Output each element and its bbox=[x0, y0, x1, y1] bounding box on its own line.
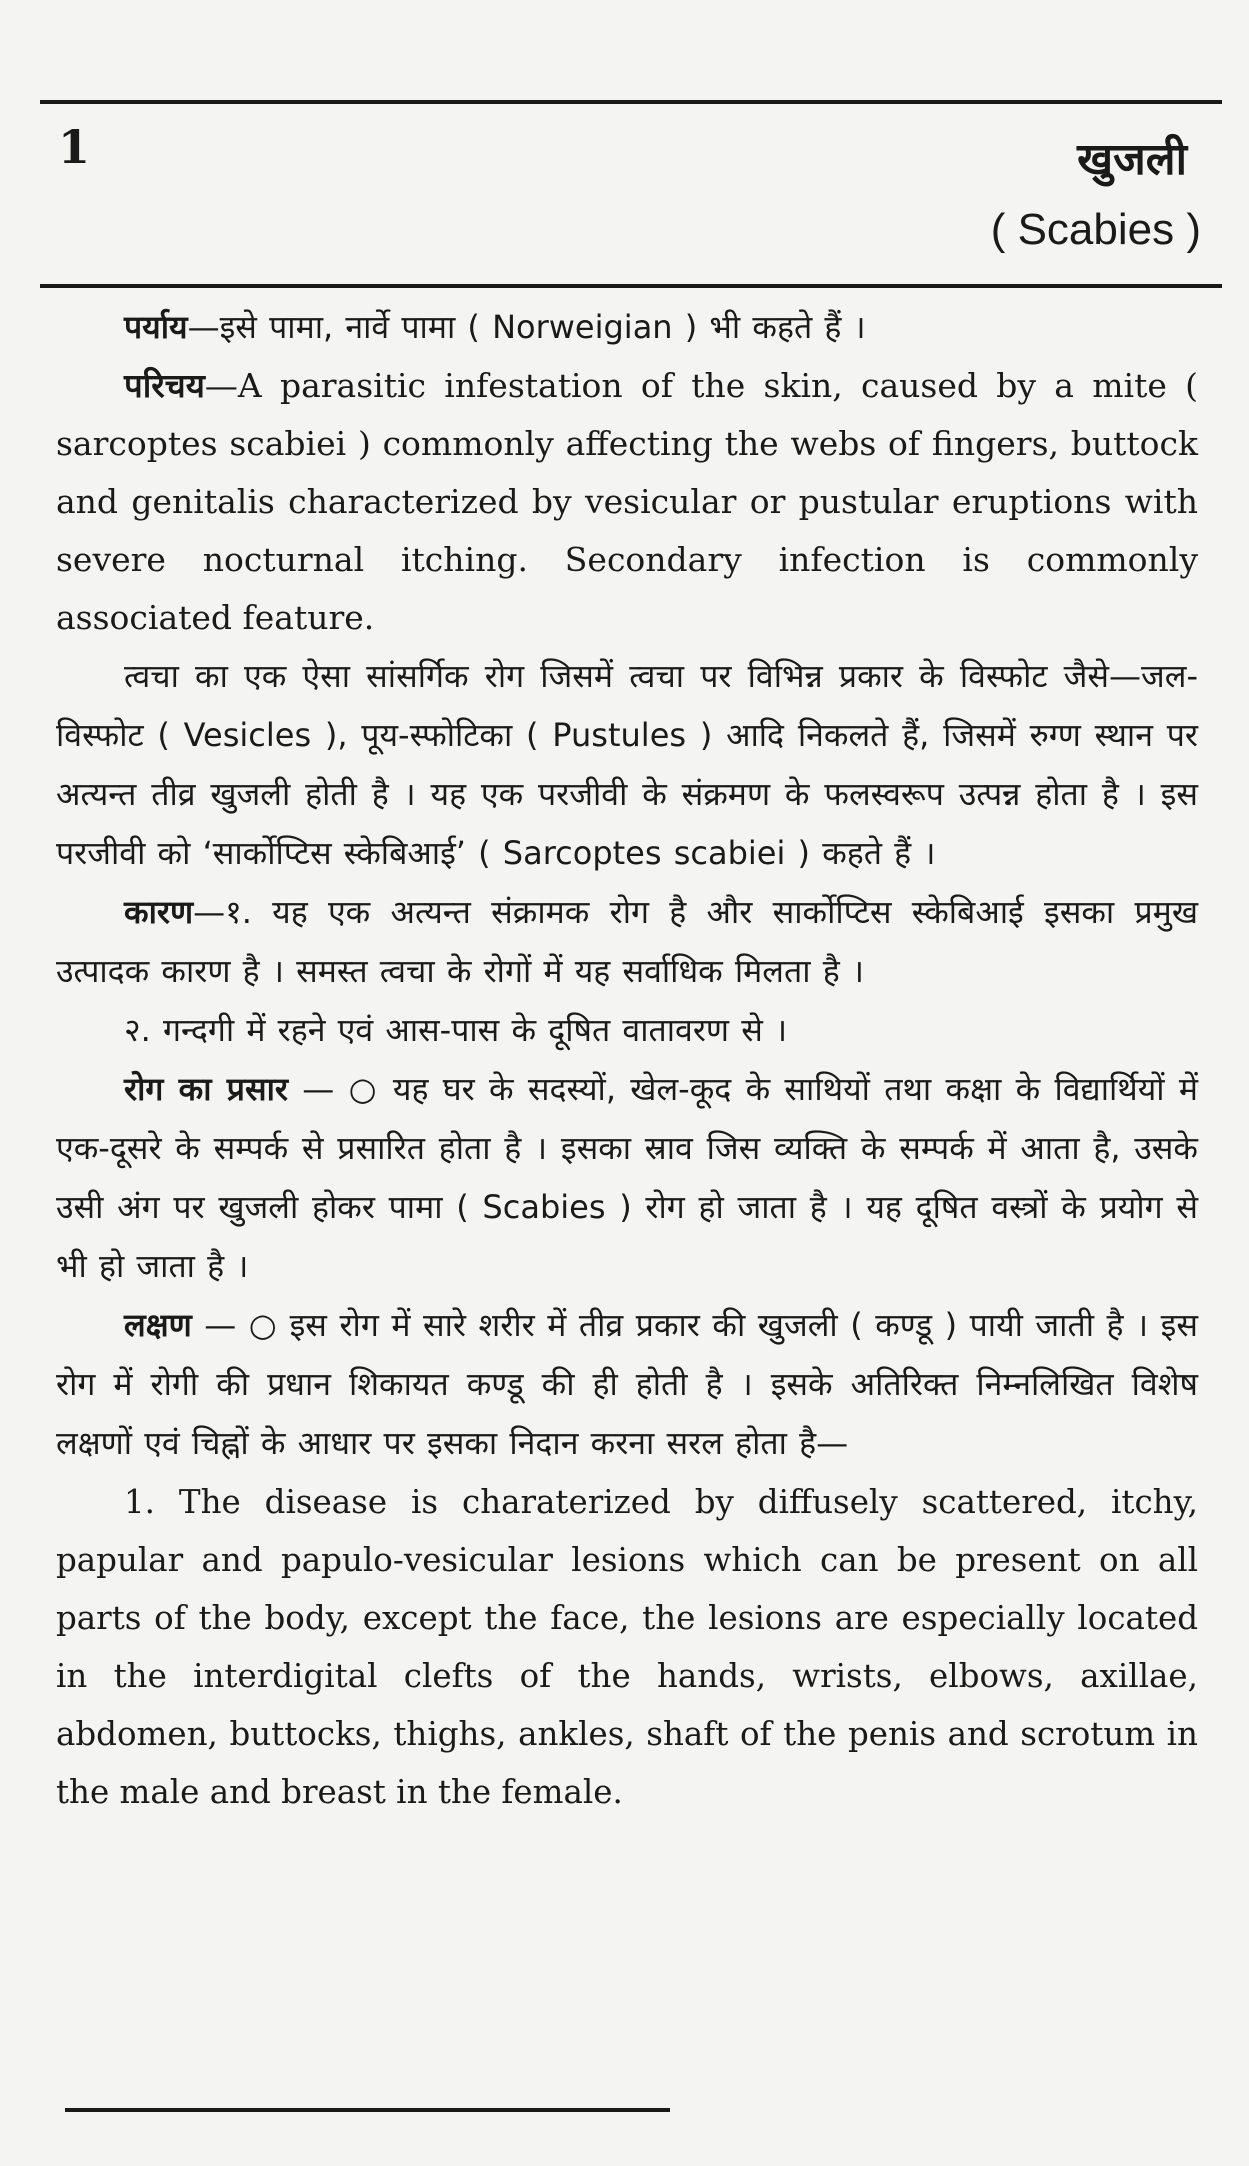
paragraph-text: —A parasitic infestation of the skin, caused by a mite ( sarcoptes scabiei ) commonly affecting the webs of fingers, buttock and genitalis characterized by vesicular or pustular eruptions with severe nocturnal itching. Secondary infection is commonly associated feature. bbox=[56, 366, 1198, 637]
paragraph-text: —इसे पामा, नार्वे पामा ( Norweigian ) भी कहते हैं । bbox=[187, 308, 866, 346]
paragraph-text: त्वचा का एक ऐसा सांसर्गिक रोग जिसमें त्वचा पर विभिन्न प्रकार के विस्फोट जैसे—जल-विस्फोट ( Vesicles ), पूय-स्फोटिका ( Pustules ) आदि निकलते हैं, जिसमें रुग्ण स्थान पर अत्यन्त तीव्र खुजली होती है । यह एक परजीवी के संक्रमण के फलस्वरूप उत्पन्न होता है । इस परजीवी को ‘सार्कोप्टिस स्केबिआई’ ( Sarcoptes scabiei ) कहते हैं । bbox=[56, 657, 1198, 872]
footer-rule bbox=[65, 2108, 670, 2112]
paragraph-synonyms bbox=[56, 298, 1198, 357]
chapter-title-hindi: खुजली bbox=[1077, 134, 1187, 185]
paragraph-lead: पर्याय bbox=[124, 308, 188, 346]
paragraph-text: — ○ इस रोग में सारे शरीर में तीव्र प्रकार की खुजली ( कण्डू ) पायी जाती है । इस रोग में रोगी की प्रधान शिकायत कण्डू की ही होती है । इसके अतिरिक्त निम्नलिखित विशेष लक्षणों एवं चिह्नों के आधार पर इसका निदान करना सरल होता है— bbox=[56, 1306, 1198, 1462]
paragraph-cause-two bbox=[56, 1001, 1198, 1060]
top-rule bbox=[40, 100, 1222, 104]
paragraph-symptom-one bbox=[56, 1473, 1198, 1821]
paragraph-symptoms bbox=[56, 1296, 1198, 1473]
paragraph-lead: परिचय bbox=[124, 366, 205, 405]
paragraph-description-hindi bbox=[56, 647, 1198, 883]
paragraph-lead: कारण bbox=[124, 893, 194, 931]
body-text bbox=[56, 298, 1198, 1821]
paragraph-introduction bbox=[56, 357, 1198, 647]
chapter-title-english: ( Scabies ) bbox=[990, 205, 1201, 254]
paragraph-text: — ○ यह घर के सदस्यों, खेल-कूद के साथियों तथा कक्षा के विद्यार्थियों में एक-दूसरे के सम्पर्क से प्रसारित होता है । इसका स्राव जिस व्यक्ति के सम्पर्क में आता है, उसके उसी अंग पर खुजली होकर पामा ( Scabies ) रोग हो जाता है । यह दूषित वस्त्रों के प्रयोग से भी हो जाता है । bbox=[56, 1070, 1198, 1285]
paragraph-text: २. गन्दगी में रहने एवं आस-पास के दूषित वातावरण से । bbox=[124, 1011, 788, 1049]
chapter-number: 1 bbox=[58, 120, 91, 174]
paragraph-lead: लक्षण bbox=[124, 1306, 192, 1344]
paragraph-text: 1. The disease is charaterized by diffusely scattered, itchy, papular and papulo-vesicular lesions which can be present on all parts of the body, except the face, the lesions are especially located in the interdigital clefts of the hands, wrists, elbows, axillae, abdomen, buttocks, thighs, ankles, shaft of the penis and scrotum in the male and breast in the female. bbox=[56, 1483, 1198, 1811]
paragraph-causes bbox=[56, 883, 1198, 1001]
header-rule bbox=[40, 284, 1222, 288]
paragraph-spread bbox=[56, 1060, 1198, 1296]
paragraph-lead: रोग का प्रसार bbox=[124, 1070, 288, 1108]
paragraph-text: —१. यह एक अत्यन्त संक्रामक रोग है और सार्कोप्टिस स्केबिआई इसका प्रमुख उत्पादक कारण है । समस्त त्वचा के रोगों में यह सर्वाधिक मिलता है । bbox=[56, 893, 1198, 990]
